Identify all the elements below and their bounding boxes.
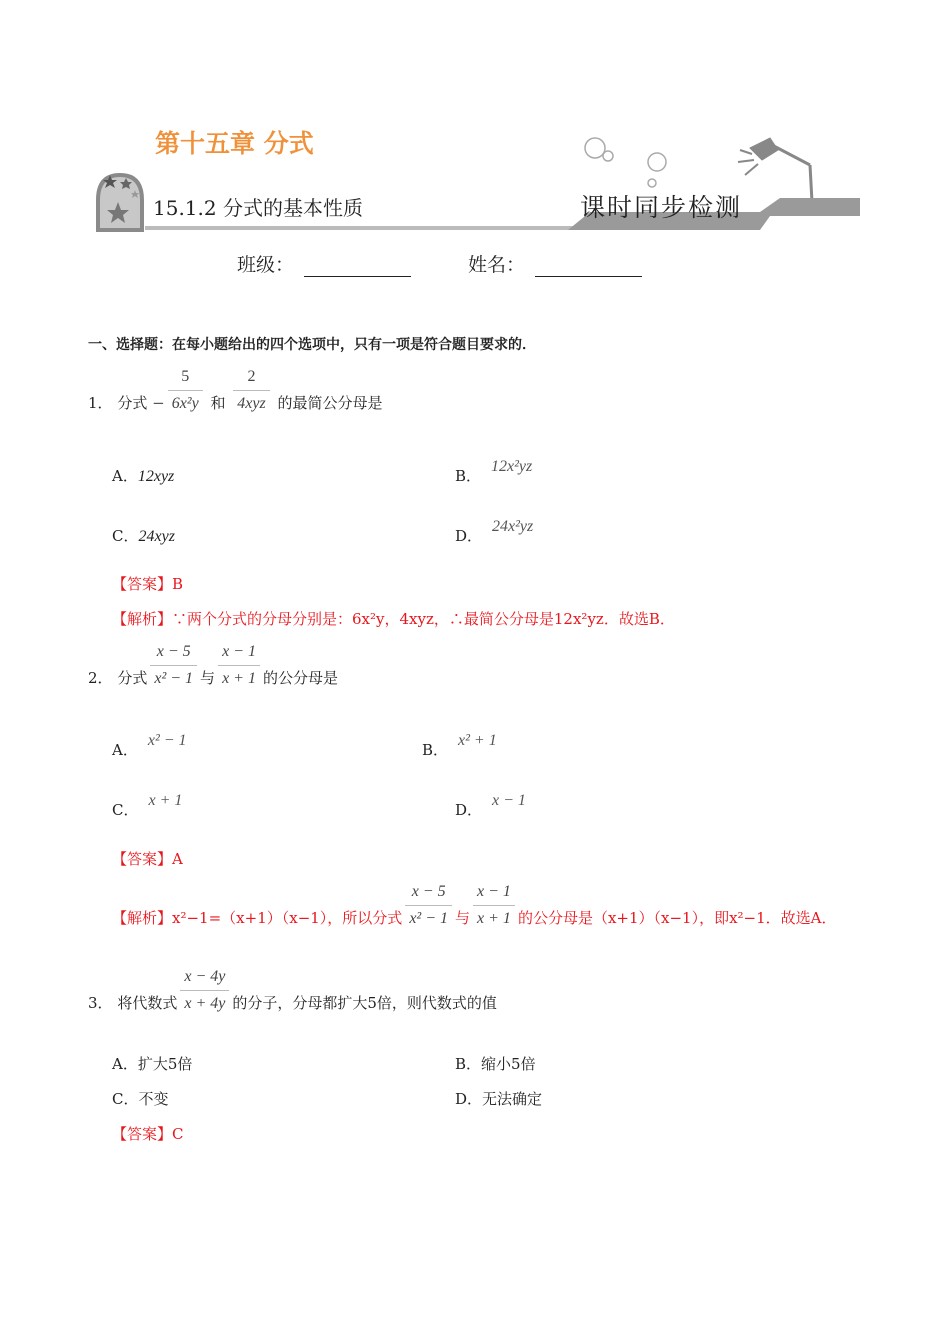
explanation-1 — [112, 609, 675, 629]
option-label: A． — [112, 467, 138, 485]
option-value: 不变 — [138, 1090, 169, 1108]
question-text: 分式 — [117, 669, 148, 687]
option-value: 24xyz — [138, 528, 175, 545]
answer-value: A — [172, 850, 183, 868]
option-d[interactable] — [455, 518, 534, 547]
option-label: D． — [455, 1090, 483, 1108]
option-a[interactable] — [112, 732, 187, 761]
option-d[interactable] — [455, 792, 526, 821]
denominator: x² − 1 — [154, 670, 194, 687]
banner-text: 课时同步检测 — [580, 193, 743, 222]
class-field[interactable] — [237, 250, 411, 277]
answer-value: B — [172, 575, 184, 593]
numerator: 2 — [233, 367, 269, 391]
option-label: C． — [112, 527, 139, 545]
option-value: 扩大5倍 — [137, 1055, 193, 1073]
option-a[interactable] — [112, 466, 174, 487]
chapter-title: 第十五章 分式 — [155, 129, 314, 158]
numerator: x − 5 — [405, 882, 452, 906]
class-input-line[interactable] — [304, 258, 411, 277]
option-value: x² − 1 — [147, 732, 187, 749]
answer-2 — [112, 849, 183, 869]
fraction-1 — [168, 367, 203, 414]
option-b[interactable] — [422, 732, 497, 761]
option-value: 12x²yz — [491, 458, 533, 475]
option-c[interactable] — [112, 792, 183, 821]
numerator: x − 4y — [180, 967, 229, 991]
explanation-text: x²−1=（x+1）（x−1），所以分式 — [172, 909, 403, 927]
question-text: 的公分母是 — [262, 669, 338, 687]
class-label: 班级： — [237, 254, 295, 276]
question-text: 分式 — [117, 394, 148, 412]
minus-sign: − — [152, 394, 165, 412]
denominator: x + 1 — [222, 670, 256, 687]
option-c[interactable] — [112, 526, 175, 547]
option-value: 24x²yz — [492, 518, 534, 535]
option-c[interactable] — [112, 1089, 169, 1109]
section-heading: 一、选择题：在每小题给出的四个选项中，只有一项是符合题目要求的． — [88, 337, 536, 353]
option-label: D． — [455, 527, 483, 545]
answer-1 — [112, 574, 183, 594]
fraction-2 — [218, 642, 260, 689]
question-text: 和 — [210, 394, 226, 412]
explanation-2 — [112, 882, 837, 929]
answer-tag: 【答案】 — [112, 850, 173, 868]
fraction-1 — [405, 882, 452, 929]
fraction-2 — [473, 882, 515, 929]
option-b[interactable] — [455, 1054, 536, 1074]
answer-3 — [112, 1124, 184, 1144]
question-number: 2． — [88, 669, 113, 687]
name-label: 姓名： — [468, 254, 526, 276]
option-label: C． — [112, 1090, 139, 1108]
answer-tag: 【答案】 — [112, 1125, 173, 1143]
numerator: x − 1 — [473, 882, 515, 906]
name-field[interactable] — [468, 250, 642, 277]
option-value: 12xyz — [137, 468, 175, 485]
explanation-text: 的公分母是（x+1）（x−1），即x²−1．故选A． — [517, 909, 837, 927]
option-value: 缩小5倍 — [481, 1055, 536, 1073]
question-2 — [88, 642, 338, 689]
explanation-text: ∵两个分式的分母分别是：6x²y，4xyz，∴最简公分母是12x²yz．故选B． — [172, 610, 675, 628]
option-value: 无法确定 — [482, 1090, 543, 1108]
question-text: 的最简公分母是 — [277, 394, 383, 412]
numerator: 5 — [168, 367, 203, 391]
numerator: x − 1 — [218, 642, 260, 666]
denominator: 4xyz — [237, 395, 266, 412]
option-a[interactable] — [112, 1054, 192, 1074]
option-label: D． — [455, 801, 483, 819]
option-label: B． — [455, 1055, 482, 1073]
name-input-line[interactable] — [535, 258, 642, 277]
fraction-1 — [180, 967, 229, 1014]
option-label: C． — [112, 801, 139, 819]
option-label: B． — [455, 467, 482, 485]
fraction-2 — [233, 367, 269, 414]
question-3 — [88, 967, 497, 1014]
answer-value: C — [172, 1125, 184, 1143]
option-b[interactable] — [455, 458, 533, 487]
denominator: x + 4y — [184, 995, 226, 1012]
denominator: x² − 1 — [409, 910, 449, 927]
denominator: x + 1 — [477, 910, 511, 927]
option-value: x + 1 — [148, 792, 183, 809]
question-text: 与 — [200, 669, 216, 687]
fraction-1 — [150, 642, 197, 689]
option-label: A． — [112, 741, 138, 759]
explanation-tag: 【解析】 — [112, 610, 173, 628]
answer-tag: 【答案】 — [112, 575, 173, 593]
option-label: B． — [422, 741, 449, 759]
desk-lamp-icon — [738, 138, 812, 202]
explanation-tag: 【解析】 — [112, 909, 173, 927]
option-label: A． — [112, 1055, 138, 1073]
question-number: 1． — [88, 394, 113, 412]
explanation-text: 与 — [455, 909, 471, 927]
question-1 — [88, 367, 383, 414]
star-badge-icon — [98, 175, 142, 230]
question-text: 的分子，分母都扩大5倍，则代数式的值 — [232, 994, 497, 1012]
option-value: x² + 1 — [458, 732, 497, 749]
lesson-title: 15.1.2 分式的基本性质 — [153, 196, 363, 220]
numerator: x − 5 — [150, 642, 197, 666]
question-text: 将代数式 — [117, 994, 178, 1012]
option-value: x − 1 — [492, 792, 526, 809]
question-number: 3． — [88, 994, 113, 1012]
denominator: 6x²y — [171, 395, 199, 412]
bubbles-icon — [585, 138, 666, 187]
option-d[interactable] — [455, 1089, 542, 1109]
